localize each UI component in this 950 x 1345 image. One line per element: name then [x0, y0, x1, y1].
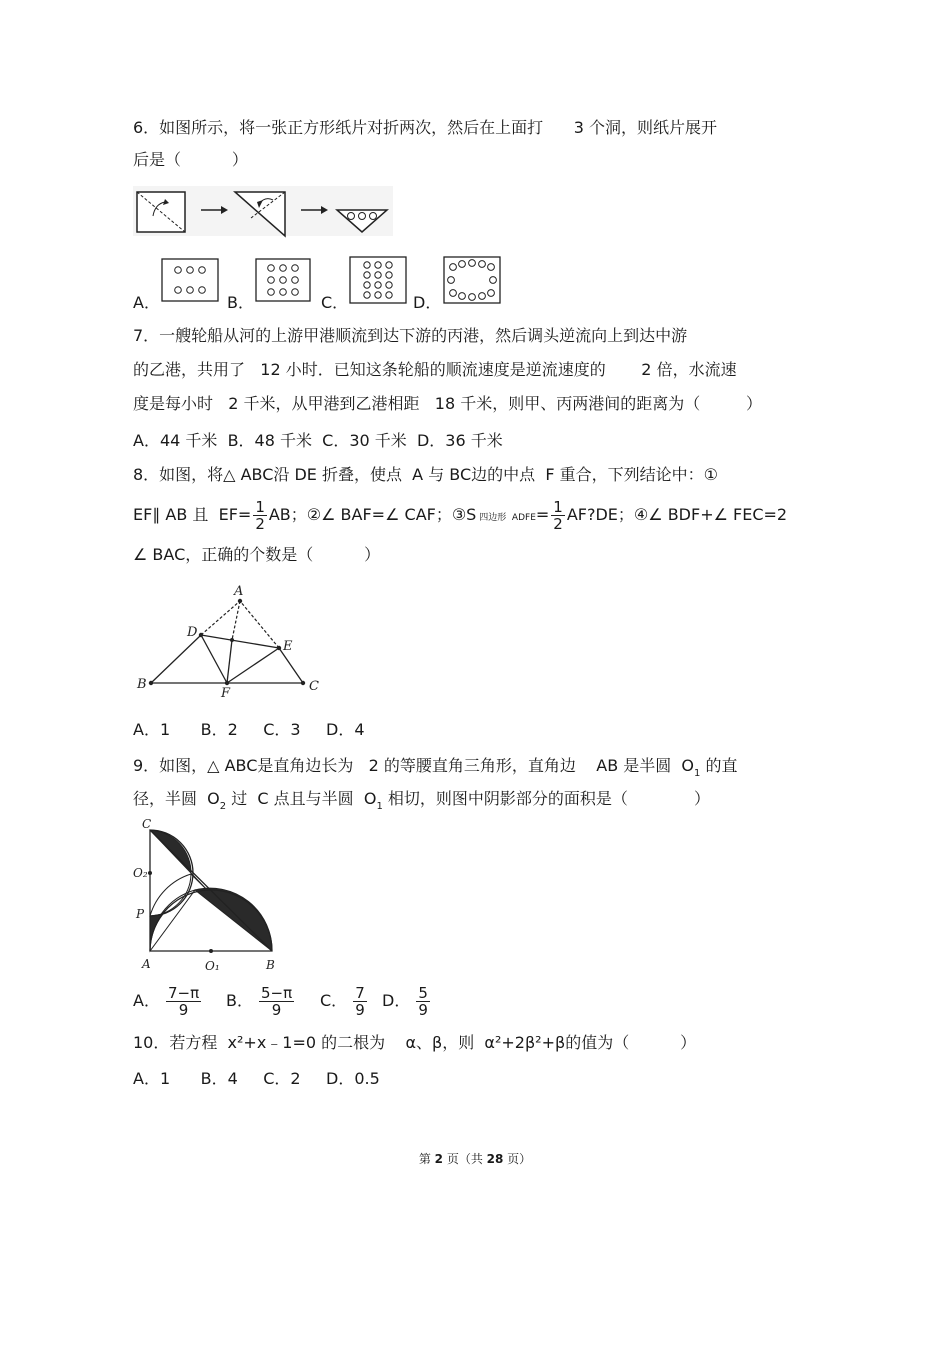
- q6-stem-line2: 后是（ ）: [133, 150, 248, 169]
- q9-option-c-fraction: $\frac{7}{9}$: [355, 984, 365, 1019]
- q9-stem-line2: [133, 788, 710, 818]
- q6-option-c-figure: [349, 256, 407, 304]
- q9-o1-subscript-2: 1: [376, 801, 383, 812]
- page-footer: [0, 1150, 950, 1167]
- q10-stem: 10．若方程 x²+x﹣1=0 的二根为 α、β，则 α²+2β²+β的值为（ ）: [133, 1033, 697, 1052]
- q9-option-c: [320, 984, 369, 1018]
- q7-stem-line2: 的乙港，共用了 12 小时．已知这条轮船的顺流速度是逆流速度的 2 倍，水流速: [133, 360, 737, 379]
- footer-suffix: 页）: [503, 1152, 532, 1166]
- q8-fraction-half: $\frac{1}{2}$: [255, 498, 265, 533]
- q9-label-a: A: [142, 957, 151, 971]
- q9-option-c-label: C．: [320, 991, 348, 1010]
- q9-label-c: C: [142, 818, 152, 831]
- q9-option-b-label: B．: [226, 991, 253, 1010]
- q9-label-p: P: [136, 907, 145, 921]
- q8-stem-line2: [133, 497, 787, 536]
- q9-option-a-label: A．: [133, 991, 160, 1010]
- q9-semicircle-figure: [133, 818, 283, 976]
- footer-total-pages: 28: [486, 1152, 504, 1166]
- q8-label-f: F: [221, 686, 231, 700]
- q9-option-a-fraction: $\frac{7-\pi}{9}$: [167, 984, 200, 1019]
- q6-option-d-figure: [443, 256, 501, 304]
- q9-option-b-fraction: $\frac{5-\pi}{9}$: [260, 984, 293, 1019]
- q10-answer-options: A．1 B．4 C．2 D．0.5: [133, 1069, 380, 1088]
- q6-folding-figure: [133, 186, 395, 238]
- q8-quadrilateral-subscript: 四边形 ADFE: [476, 513, 536, 523]
- q9-stem-part1: 9．如图，△ ABC是直角边长为 2 的等腰直角三角形，直角边 AB 是半圆 O: [133, 756, 695, 775]
- q8-answer-options: A．1 B．2 C．3 D．4: [133, 720, 365, 739]
- q8-label-d: D: [187, 625, 198, 640]
- q9-o1-subscript: 1: [694, 768, 701, 779]
- q9-label-b: B: [266, 958, 275, 972]
- q6-stem-line1: 6．如图所示，将一张正方形纸片对折两次，然后在上面打 3 个洞，则纸片展开: [133, 118, 717, 137]
- q8-label-c: C: [309, 679, 319, 694]
- q8-triangle-figure: [133, 582, 323, 700]
- q8-label-b: B: [137, 677, 147, 692]
- q8-stem-part2: AB；②∠ BAF=∠ CAF；③S: [268, 505, 477, 524]
- q9-stem-part4: 过 C 点且与半圆 O: [226, 789, 377, 808]
- q8-stem-line1: 8．如图，将△ ABC沿 DE 折叠，使点 A 与 BC边的中点 F 重合，下列结论中：①: [133, 465, 718, 484]
- q8-stem-part3: AF?DE；④∠ BDF+∠ FEC=2: [566, 505, 788, 524]
- footer-middle: 页（共: [443, 1152, 487, 1166]
- q6-option-d-label: D．: [413, 293, 442, 312]
- q8-stem-equals: =: [535, 505, 550, 524]
- q8-stem-line3: ∠ BAC，正确的个数是（ ）: [133, 545, 381, 564]
- footer-page-number: 2: [434, 1152, 443, 1166]
- q8-fraction-half-2: $\frac{1}{2}$: [553, 498, 563, 533]
- q9-option-d: [382, 984, 432, 1018]
- q6-option-b-figure: [255, 258, 311, 302]
- q8-label-e: E: [283, 639, 293, 654]
- q9-label-o2: O₂: [133, 866, 148, 880]
- q9-stem-line1: [133, 755, 738, 785]
- q9-option-d-label: D．: [382, 991, 411, 1010]
- q9-stem-part2: 的直: [700, 756, 738, 775]
- q9-label-o1: O₁: [205, 959, 220, 973]
- q6-option-b-label: B．: [227, 293, 254, 312]
- q9-option-d-fraction: $\frac{5}{9}$: [418, 984, 428, 1019]
- q9-stem-part3: 径，半圆 O: [133, 789, 220, 808]
- q7-stem-line1: 7．一艘轮船从河的上游甲港顺流到达下游的丙港，然后调头逆流向上到达中游: [133, 326, 688, 345]
- q8-stem-part1: EF∥ AB 且 EF=: [133, 505, 252, 524]
- q9-option-a: [133, 984, 203, 1018]
- q7-stem-line3: 度是每小时 2 千米，从甲港到乙港相距 18 千米，则甲、丙两港间的距离为（ ）: [133, 394, 763, 413]
- q6-option-a-label: A．: [133, 293, 160, 312]
- q6-option-a-figure: [161, 258, 219, 302]
- q9-option-b: [226, 984, 296, 1018]
- q7-answer-options: A．44 千米 B．48 千米 C．30 千米 D．36 千米: [133, 431, 503, 450]
- q8-label-a: A: [234, 584, 244, 599]
- footer-prefix: 第: [418, 1152, 435, 1166]
- q6-option-c-label: C．: [321, 293, 349, 312]
- q9-o2-subscript: 2: [219, 801, 227, 812]
- q9-stem-part5: 相切，则图中阴影部分的面积是（ ）: [382, 789, 711, 808]
